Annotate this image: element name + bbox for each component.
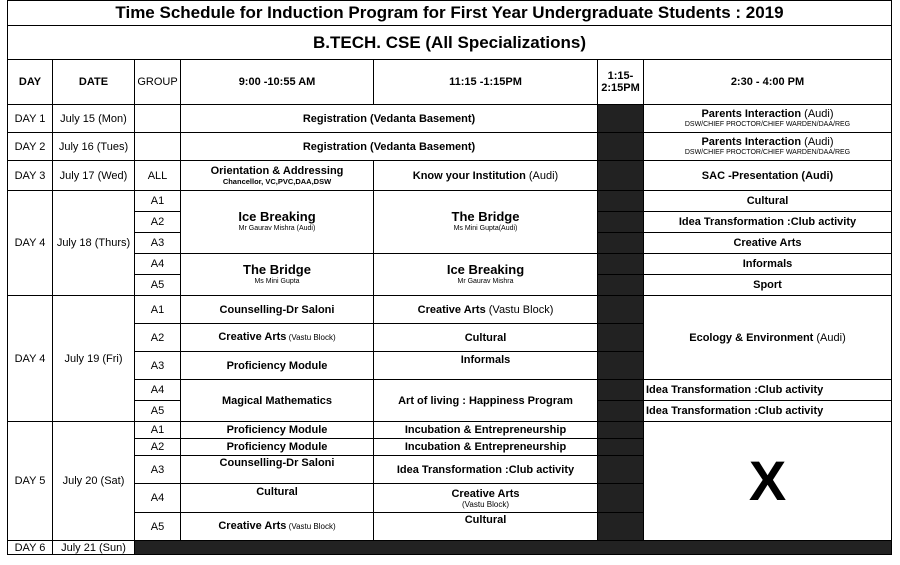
- slot-presenter: Mr Gaurav Mishra: [457, 277, 514, 285]
- day1-morning: Registration (Vedanta Basement): [181, 105, 598, 133]
- afternoon-note: DSW/CHIEF PROCTOR/CHIEF WARDEN/DAA/REG: [684, 121, 851, 128]
- slot-title: Ice Breaking: [446, 261, 525, 277]
- slot-venue: (Vastu Block): [286, 522, 336, 531]
- group-cell: A2: [135, 212, 181, 233]
- date-cell: July 15 (Mon): [53, 105, 135, 133]
- day-cell: DAY 2: [8, 133, 53, 161]
- lunch-cell: [598, 352, 644, 380]
- lunch-cell: [598, 422, 644, 439]
- day4b-a3-slot1: Proficiency Module: [181, 352, 374, 380]
- afternoon-a3: Creative Arts: [644, 233, 892, 254]
- lunch-cell: [598, 324, 644, 352]
- day4b-afternoon-main: [644, 296, 892, 380]
- day5-afternoon-cancelled: X: [644, 422, 892, 541]
- day4a-row-a4: [8, 254, 892, 275]
- lunch-cell: [598, 456, 644, 484]
- group-cell: A4: [135, 484, 181, 513]
- group-cell: A2: [135, 324, 181, 352]
- group-cell: A3: [135, 233, 181, 254]
- afternoon-title: Parents Interaction: [701, 108, 802, 120]
- dignitaries-label: Chancellor, VC,PVC,DAA,DSW: [222, 177, 332, 186]
- afternoon-a5: Sport: [644, 275, 892, 296]
- day5-a1-slot1: Proficiency Module: [181, 422, 374, 439]
- slot-title: Creative Arts: [218, 331, 287, 343]
- day5-a3-slot1: Counselling-Dr Saloni: [181, 456, 374, 484]
- day2-row: [8, 133, 892, 161]
- day4b-a4-afternoon: Idea Transformation :Club activity: [644, 380, 892, 401]
- lunch-cell: [598, 439, 644, 456]
- header-slot3: 2:30 - 4:00 PM: [644, 60, 892, 105]
- lunch-cell: [598, 401, 644, 422]
- slot-title: Know your Institution: [412, 169, 526, 182]
- day4b-row-a4: [8, 380, 892, 401]
- header-group: GROUP: [135, 60, 181, 105]
- slot-title: The Bridge: [451, 209, 520, 224]
- day5-a4-slot1: Cultural: [181, 484, 374, 513]
- afternoon-venue: (Audi): [801, 136, 834, 148]
- lunch-cell: [598, 380, 644, 401]
- group-cell: A4: [135, 254, 181, 275]
- group-cell: A5: [135, 513, 181, 541]
- slot-presenter: Mr Gaurav Mishra (Audi): [238, 225, 316, 232]
- page-subtitle: B.TECH. CSE (All Specializations): [8, 26, 892, 60]
- lunch-cell: [598, 513, 644, 541]
- group-cell: A1: [135, 191, 181, 212]
- afternoon-a4: Informals: [644, 254, 892, 275]
- subtitle-row: [8, 26, 892, 60]
- group-cell: A5: [135, 275, 181, 296]
- day4b-a1-slot2: [374, 296, 598, 324]
- day4b-a2-slot2: Cultural: [374, 324, 598, 352]
- group-cell: ALL: [135, 161, 181, 191]
- date-cell: July 16 (Tues): [53, 133, 135, 161]
- day6-holiday-block: [135, 541, 892, 555]
- lunch-cell: [598, 233, 644, 254]
- header-slot1: 9:00 -10:55 AM: [181, 60, 374, 105]
- lunch-cell: [598, 275, 644, 296]
- date-cell: July 18 (Thurs): [53, 191, 135, 296]
- day4b-a2-slot1: [181, 324, 374, 352]
- day4a-top-slot1: [181, 191, 374, 254]
- day5-a5-slot1: [181, 513, 374, 541]
- date-cell: July 20 (Sat): [53, 422, 135, 541]
- day-cell: DAY 3: [8, 161, 53, 191]
- group-cell: [135, 133, 181, 161]
- date-cell: July 19 (Fri): [53, 296, 135, 422]
- group-cell: [135, 105, 181, 133]
- group-cell: A4: [135, 380, 181, 401]
- slot-title: Creative Arts: [451, 487, 520, 500]
- day6-row: [8, 541, 892, 555]
- day4b-a45-slot1: Magical Mathematics: [181, 380, 374, 422]
- day4a-bottom-slot1: [181, 254, 374, 296]
- header-date: DATE: [53, 60, 135, 105]
- day5-a2-slot2: Incubation & Entrepreneurship: [374, 439, 598, 456]
- group-cell: A3: [135, 456, 181, 484]
- orientation-label: Orientation & Addressing: [210, 165, 344, 177]
- day4a-top-slot2: [374, 191, 598, 254]
- afternoon-a2: Idea Transformation :Club activity: [644, 212, 892, 233]
- header-row: [8, 60, 892, 105]
- day4b-a5-afternoon: Idea Transformation :Club activity: [644, 401, 892, 422]
- slot-title: The Bridge: [243, 261, 311, 277]
- group-cell: A1: [135, 296, 181, 324]
- day3-row: [8, 161, 892, 191]
- day4b-a45-slot2: Art of living : Happiness Program: [374, 380, 598, 422]
- lunch-cell: [598, 296, 644, 324]
- header-day: DAY: [8, 60, 53, 105]
- header-slot2: 11:15 -1:15PM: [374, 60, 598, 105]
- day5-a4-slot2: [374, 484, 598, 513]
- day-cell: DAY 4: [8, 191, 53, 296]
- slot-venue: (Audi): [813, 331, 846, 344]
- header-lunch-line2: 2:15PM: [601, 82, 640, 94]
- day4b-row-a1: [8, 296, 892, 324]
- afternoon-title: Parents Interaction: [701, 136, 802, 148]
- slot-presenter: Ms Mini Gupta: [254, 277, 300, 285]
- slot-title: Ice Breaking: [238, 209, 316, 224]
- title-row: [8, 1, 892, 26]
- day3-slot2: [374, 161, 598, 191]
- day5-a1-slot2: Incubation & Entrepreneurship: [374, 422, 598, 439]
- day3-slot3: SAC -Presentation (Audi): [644, 161, 892, 191]
- header-lunch: [598, 60, 644, 105]
- slot-presenter: Ms Mini Gupta(Audi): [453, 225, 518, 232]
- slot-title: Creative Arts: [218, 520, 287, 532]
- day3-slot1: [181, 161, 374, 191]
- page-title: Time Schedule for Induction Program for First Year Undergraduate Students : 2019: [8, 1, 892, 26]
- group-cell: A2: [135, 439, 181, 456]
- day5-row-a1: [8, 422, 892, 439]
- lunch-cell: [598, 133, 644, 161]
- day2-afternoon: [644, 133, 892, 161]
- day-cell: DAY 6: [8, 541, 53, 555]
- day4a-row-a1: [8, 191, 892, 212]
- lunch-cell: [598, 191, 644, 212]
- day-cell: DAY 1: [8, 105, 53, 133]
- day4b-a3-slot2: Informals: [374, 352, 598, 380]
- day5-a2-slot1: Proficiency Module: [181, 439, 374, 456]
- afternoon-note: DSW/CHIEF PROCTOR/CHIEF WARDEN/DAA/REG: [684, 149, 851, 156]
- lunch-cell: [598, 254, 644, 275]
- day4a-bottom-slot2: [374, 254, 598, 296]
- day2-morning: Registration (Vedanta Basement): [181, 133, 598, 161]
- slot-venue: (Audi): [525, 169, 559, 182]
- group-cell: A5: [135, 401, 181, 422]
- day4b-a1-slot1: Counselling-Dr Saloni: [181, 296, 374, 324]
- slot-venue: (Vastu Block): [286, 333, 336, 342]
- lunch-cell: [598, 484, 644, 513]
- date-cell: July 21 (Sun): [53, 541, 135, 555]
- day5-a3-slot2: Idea Transformation :Club activity: [374, 456, 598, 484]
- lunch-cell: [598, 161, 644, 191]
- slot-title: Creative Arts: [417, 303, 486, 316]
- header-lunch-line1: 1:15-: [607, 70, 634, 82]
- day-cell: DAY 4: [8, 296, 53, 422]
- slot-title: Ecology & Environment: [689, 331, 814, 344]
- afternoon-a1: Cultural: [644, 191, 892, 212]
- day1-afternoon: [644, 105, 892, 133]
- afternoon-venue: (Audi): [801, 108, 834, 120]
- date-cell: July 17 (Wed): [53, 161, 135, 191]
- group-cell: A1: [135, 422, 181, 439]
- slot-venue: (Vastu Block): [462, 499, 509, 509]
- day1-row: [8, 105, 892, 133]
- group-cell: A3: [135, 352, 181, 380]
- slot-venue: (Vastu Block): [485, 303, 554, 316]
- lunch-cell: [598, 105, 644, 133]
- day5-a5-slot2: Cultural: [374, 513, 598, 541]
- day-cell: DAY 5: [8, 422, 53, 541]
- lunch-cell: [598, 212, 644, 233]
- schedule-table: [7, 0, 892, 555]
